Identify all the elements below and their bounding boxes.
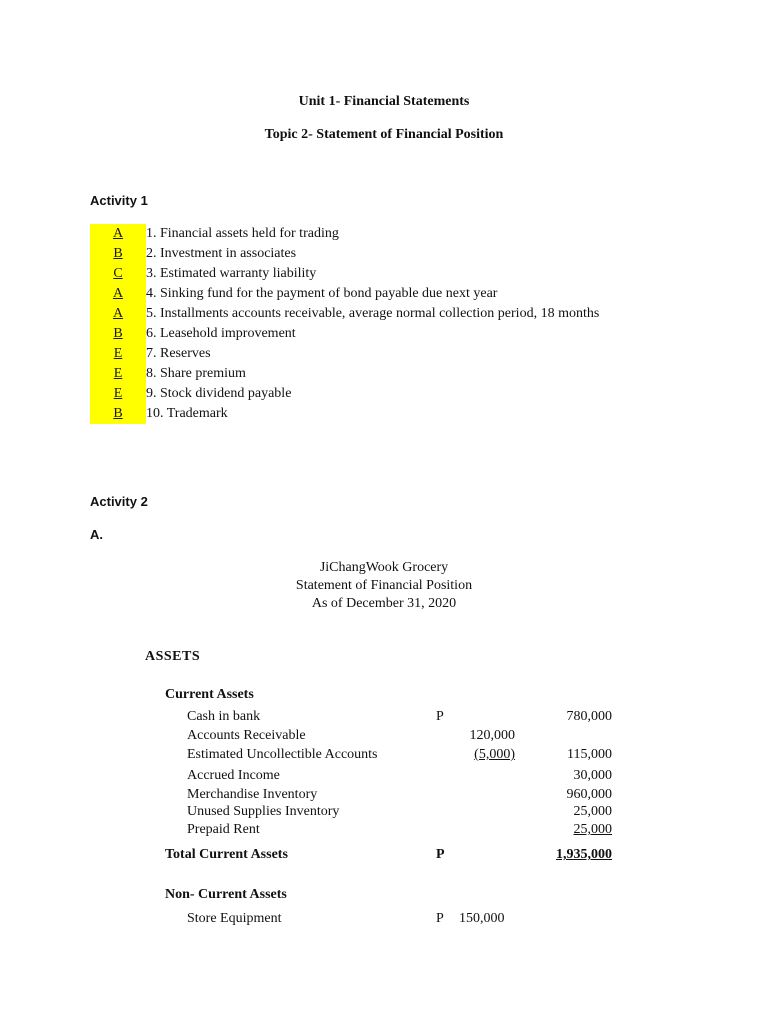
answer-blank: B — [90, 244, 146, 264]
answer-blank: B — [90, 404, 146, 424]
activity1-heading: Activity 1 — [90, 193, 148, 208]
allowance-label: Estimated Uncollectible Accounts — [187, 747, 378, 762]
topic-title: Topic 2- Statement of Financial Position — [264, 127, 504, 142]
ar-amount: 120,000 — [469, 728, 515, 743]
list-item — [90, 384, 291, 404]
company-name: JiChangWook Grocery — [319, 560, 449, 575]
item-text: 8. Share premium — [146, 366, 246, 381]
total-current-peso: P — [436, 847, 445, 862]
list-item — [90, 364, 246, 384]
store-equipment-peso: P — [436, 911, 444, 926]
noncurrent-heading: Non- Current Assets — [165, 887, 287, 902]
accrued-label: Accrued Income — [187, 768, 280, 783]
activity2-heading: Activity 2 — [90, 494, 148, 509]
item-text: 1. Financial assets held for trading — [146, 226, 339, 241]
prepaid-label: Prepaid Rent — [187, 822, 260, 837]
item-text: 2. Investment in associates — [146, 246, 297, 261]
statement-date: As of December 31, 2020 — [311, 596, 457, 611]
merch-label: Merchandise Inventory — [187, 787, 318, 802]
list-item — [90, 344, 211, 364]
item-text: 9. Stock dividend payable — [146, 386, 292, 401]
allowance-amount: (5,000) — [474, 747, 515, 762]
store-equipment-amount: 150,000 — [459, 911, 505, 926]
list-item — [90, 264, 316, 284]
answer-blank: A — [90, 304, 146, 324]
accrued-total: 30,000 — [573, 768, 612, 783]
total-current-label: Total Current Assets — [165, 847, 288, 862]
item-text: 10. Trademark — [146, 406, 228, 421]
item-text: 4. Sinking fund for the payment of bond payable due next year — [146, 286, 498, 301]
list-item — [90, 284, 497, 304]
total-current-amount: 1,935,000 — [556, 847, 612, 862]
supplies-total: 25,000 — [573, 804, 612, 819]
list-item — [90, 224, 339, 244]
merch-total: 960,000 — [566, 787, 612, 802]
item-text: 3. Estimated warranty liability — [146, 266, 317, 281]
statement-name: Statement of Financial Position — [295, 578, 473, 593]
unit-title: Unit 1- Financial Statements — [298, 94, 470, 109]
cash-label: Cash in bank — [187, 709, 261, 724]
item-text: 6. Leasehold improvement — [146, 326, 296, 341]
list-item — [90, 404, 228, 424]
prepaid-total: 25,000 — [573, 822, 612, 837]
cash-peso: P — [436, 709, 444, 724]
store-equipment-label: Store Equipment — [187, 911, 282, 926]
list-item — [90, 304, 599, 324]
ar-label: Accounts Receivable — [187, 728, 306, 743]
net-ar-total: 115,000 — [567, 747, 612, 762]
answer-blank: A — [90, 224, 146, 244]
current-assets-heading: Current Assets — [165, 687, 254, 702]
supplies-label: Unused Supplies Inventory — [187, 804, 340, 819]
answer-blank: E — [90, 344, 146, 364]
answer-blank: A — [90, 284, 146, 304]
list-item — [90, 324, 296, 344]
answer-blank: B — [90, 324, 146, 344]
answer-blank: E — [90, 364, 146, 384]
item-text: 5. Installments accounts receivable, average normal collection period, 18 months — [146, 306, 600, 321]
list-item — [90, 244, 296, 264]
item-text: 7. Reserves — [146, 346, 211, 361]
assets-heading: ASSETS — [145, 649, 201, 664]
answer-blank: C — [90, 264, 146, 284]
cash-total: 780,000 — [566, 709, 612, 724]
answer-blank: E — [90, 384, 146, 404]
part-label: A. — [90, 527, 103, 542]
